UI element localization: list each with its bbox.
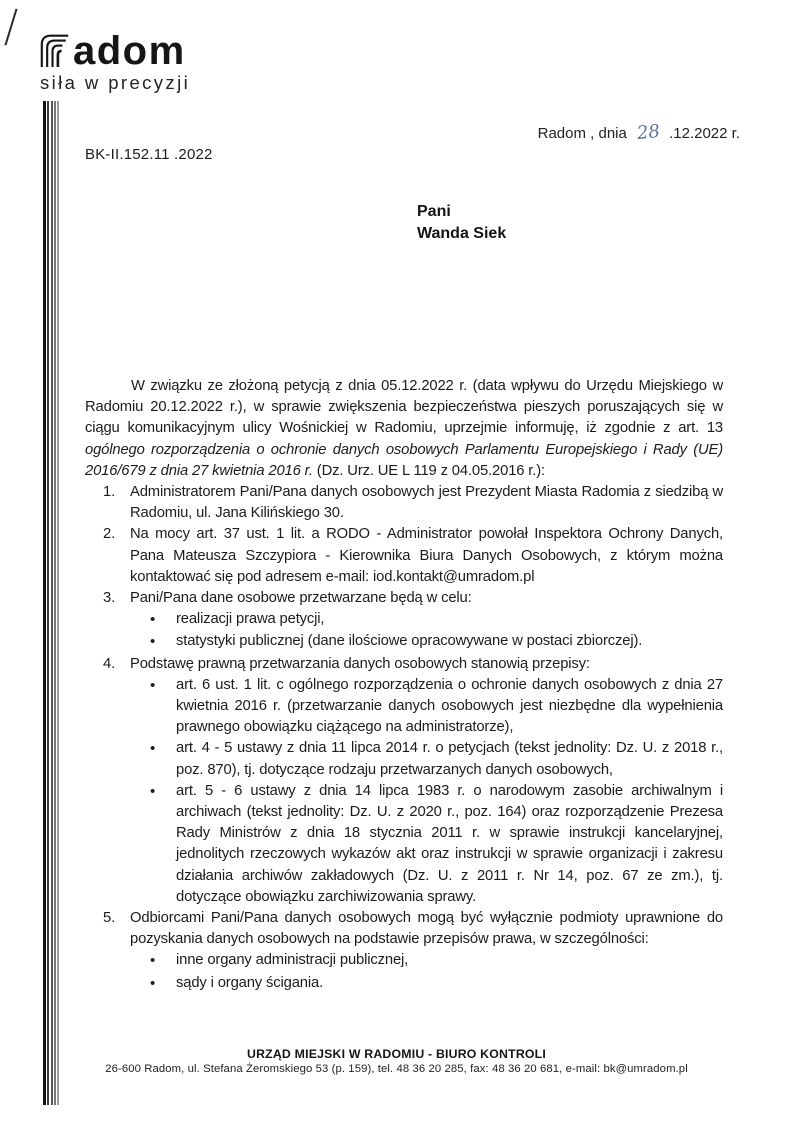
item-number: 5. xyxy=(103,910,116,927)
item-number: 1. xyxy=(103,484,116,501)
binding-line xyxy=(51,101,53,1105)
addressee-block xyxy=(417,201,506,245)
logo-brand-text: adom xyxy=(73,28,186,73)
footer-office-title: URZĄD MIEJSKI W RADOMIU - BIURO KONTROLI xyxy=(246,1047,546,1061)
numbered-list xyxy=(85,482,723,995)
bullet-text: art. 4 - 5 ustawy z dnia 11 lipca 2014 r. o petycjach (tekst jednolity: Dz. U. z 2018 r., poz. 870), tj. dotyczące rodzaju przetwarzanych danych osobowych, xyxy=(176,740,723,778)
bullet-item xyxy=(143,950,723,972)
bullet-list xyxy=(143,950,723,994)
item-number: 3. xyxy=(103,590,116,607)
scan-scratch-mark xyxy=(4,9,17,46)
item-text: Na mocy art. 37 ust. 1 lit. a RODO - Administrator powołał Inspektora Ochrony Danych, Pana Mateusza Szczypiora - Kierownika Biura Danych Osobowych, z którym można kontaktować się pod adresem e-mail: iod.kontakt@umradom.pl xyxy=(130,526,723,585)
list-item-5 xyxy=(85,908,723,995)
binding-line xyxy=(57,101,59,1105)
intro-paragraph xyxy=(85,376,723,482)
bullet-item xyxy=(143,631,723,653)
bullet-list xyxy=(143,675,723,908)
bullet-dot-icon xyxy=(143,675,176,739)
bullet-dot-icon xyxy=(143,781,176,908)
binding-line xyxy=(54,101,56,1105)
bullet-text: sądy i organy ścigania. xyxy=(176,974,324,991)
intro-text-end: (Dz. Urz. UE L 119 z 04.05.2016 r.): xyxy=(312,462,545,479)
addressee-salutation: Pani xyxy=(417,203,451,220)
addressee-name: Wanda Siek xyxy=(417,225,507,242)
bullet-dot-icon xyxy=(143,973,176,995)
bullet-text: realizacji prawa petycji, xyxy=(176,611,325,628)
binding-line xyxy=(43,101,46,1105)
binding-edge-marks xyxy=(43,101,61,1105)
footer-address-line: 26-600 Radom, ul. Stefana Żeromskiego 53 (p. 159), tel. 48 36 20 285, fax: 48 36 20 681, e-mail: bk@umradom.pl xyxy=(105,1063,688,1075)
bullet-item xyxy=(143,973,723,995)
reference-number: BK-II.152.11 .2022 xyxy=(85,146,213,163)
bullet-list xyxy=(143,609,723,653)
handwritten-day: 28 xyxy=(635,120,661,145)
bullet-dot-icon xyxy=(143,738,176,780)
list-item-4 xyxy=(85,654,723,908)
item-text: Podstawę prawną przetwarzania danych osobowych stanowią przepisy: xyxy=(130,655,590,672)
bullet-text: inne organy administracji publicznej, xyxy=(176,952,409,969)
item-text: Pani/Pana dane osobowe przetwarzane będą w celu: xyxy=(130,590,472,607)
date-line xyxy=(400,122,740,143)
bullet-dot-icon xyxy=(143,950,176,972)
letter-body xyxy=(85,376,723,995)
date-prefix: Radom , dnia xyxy=(537,125,627,142)
bullet-item xyxy=(143,609,723,631)
bullet-text: art. 6 ust. 1 lit. c ogólnego rozporządzenia o ochronie danych osobowych z dnia 27 kwietnia 2016 r. (przetwarzanie danych osobowych jest niezbędne dla wypełnienia prawnego obowiązku ciążącego na administratorze), xyxy=(176,676,723,736)
binding-line xyxy=(47,101,49,1105)
bullet-text: statystyki publicznej (dane ilościowe opracowywane w postaci zbiorczej). xyxy=(176,633,643,650)
item-text: Odbiorcami Pani/Pana danych osobowych mogą być wyłącznie podmioty uprawnione do pozyskania danych osobowych na podstawie przepisów prawa, w szczególności: xyxy=(130,910,723,948)
letter-footer xyxy=(0,1047,793,1075)
logo-tagline: siła w precyzji xyxy=(40,72,191,93)
bullet-dot-icon xyxy=(143,609,176,631)
bullet-item xyxy=(143,781,723,908)
item-text: Administratorem Pani/Pana danych osobowych jest Prezydent Miasta Radomia z siedzibą w Radomiu, ul. Jana Kilińskiego 30. xyxy=(130,484,723,522)
bullet-item xyxy=(143,675,723,739)
intro-italic-citation: ogólnego rozporządzenia o ochronie danych osobowych Parlamentu Europejskiego i Rady (UE) 2016/679 z dnia 27 kwietnia 2016 r. xyxy=(85,441,723,479)
intro-text: W związku ze złożoną petycją z dnia 05.12.2022 r. (data wpływu do Urzędu Miejskiego w Radomiu 20.12.2022 r.), w sprawie zwiększenia bezpieczeństwa pieszych poruszających się w ciągu komunikacyjnym ulicy Wośnickiej w Radomiu, uprzejmie informuję, iż zgodnie z art. 13 xyxy=(85,378,723,437)
item-number: 2. xyxy=(103,526,116,543)
item-number: 4. xyxy=(103,655,116,672)
radom-city-logo xyxy=(40,28,191,94)
list-item-3 xyxy=(85,588,723,654)
bullet-text: art. 5 - 6 ustawy z dnia 14 lipca 1983 r. o narodowym zasobie archiwalnym i archiwach (tekst jednolity: Dz. U. z 2020 r., poz. 164) oraz rozporządzenie Prezesa Rady Ministrów z dnia 18 stycznia 2011 r. w sprawie instrukcji kancelaryjnej, jednolitych rzeczowych wykazów akt oraz instrukcji w sprawie organizacji i zakresu działania archiwów zakładowych (Dz. U. z 2011 r. Nr 14, poz. 67 ze zm.), tj. dotyczące obowiązku zarchiwizowania sprawy. xyxy=(176,782,723,905)
list-item-1 xyxy=(85,482,723,524)
bullet-item xyxy=(143,738,723,780)
date-suffix: .12.2022 r. xyxy=(669,125,740,142)
bullet-dot-icon xyxy=(143,631,176,653)
list-item-2 xyxy=(85,524,723,588)
radom-logo-r-mark-icon xyxy=(40,34,70,67)
